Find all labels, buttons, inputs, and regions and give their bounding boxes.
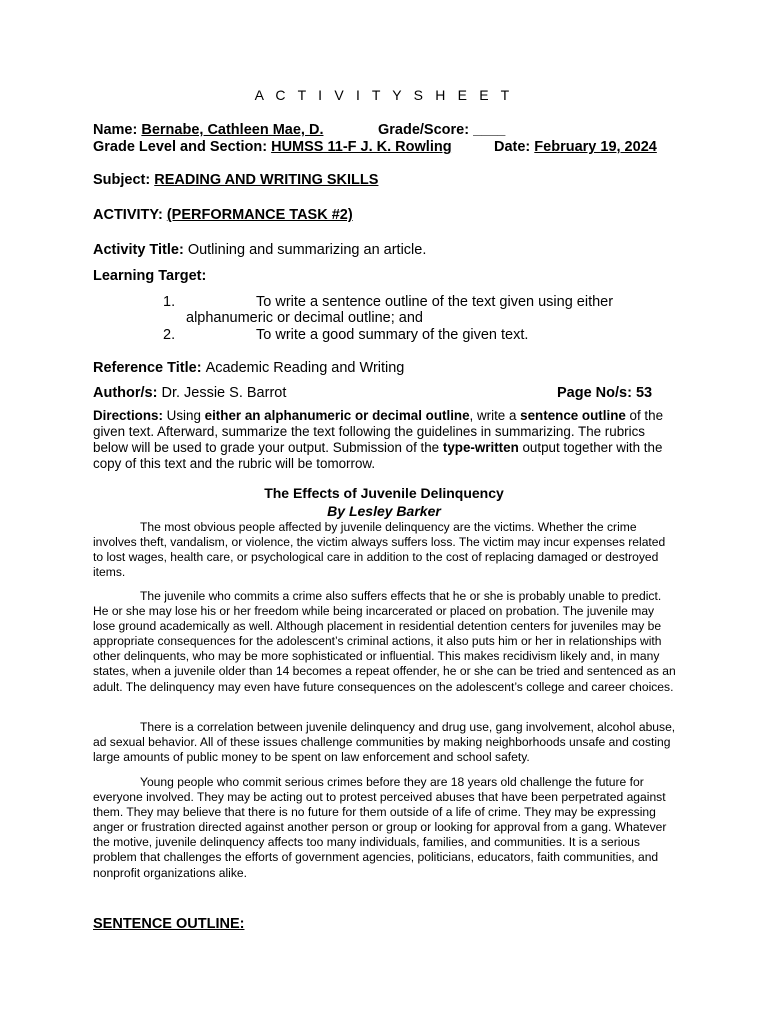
subject-label: Subject: xyxy=(93,172,151,188)
target-item-2-num: 2. xyxy=(163,327,176,343)
target-item-1-line2: alphanumeric or decimal outline; and xyxy=(186,310,423,326)
paragraph-text: There is a correlation between juvenile delinquency and drug use, gang involvement, alcohol abuse, ad sexual behavior. All of these issues challenge communities by making neighborhoods unsafe and costing large amounts of public money to be spent on law enforcement and school safety. xyxy=(93,720,676,765)
subject-value: READING AND WRITING SKILLS xyxy=(154,172,379,188)
directions-bold-2: sentence outline xyxy=(520,408,626,423)
date-row xyxy=(494,139,657,156)
author-value: Dr. Jessie S. Barrot xyxy=(161,385,287,401)
learning-target-label: Learning Target: xyxy=(93,268,207,284)
article-paragraph-3 xyxy=(93,720,677,765)
author-label: Author/s: xyxy=(93,385,158,401)
grade-value: ____ xyxy=(473,122,506,138)
activity-title-row xyxy=(93,242,426,259)
activity-label: ACTIVITY: xyxy=(93,207,163,223)
reference-label: Reference Title: xyxy=(93,360,202,376)
directions-text-2: , write a xyxy=(469,408,521,423)
level-row xyxy=(93,139,452,156)
date-label: Date: xyxy=(494,139,531,155)
date-value: February 19, 2024 xyxy=(534,139,657,155)
target-item-2-line1: To write a good summary of the given text. xyxy=(256,327,529,343)
level-label: Grade Level and Section: xyxy=(93,139,268,155)
subject-row xyxy=(93,172,378,189)
target-item-1-num: 1. xyxy=(163,294,176,310)
activity-title-value: Outlining and summarizing an article. xyxy=(187,242,427,258)
directions xyxy=(93,408,683,472)
paragraph-text: The juvenile who commits a crime also suffers effects that he or she is probably unable to predict. He or she may lose his or her freedom while being incarcerated or placed on probation. The juvenile may lose ground academically as well. Although placement in residential detention centers for juveniles may be appropriate consequences for the adolescent’s criminal actions, it also puts him or her in relationships with other delinquents, who may be more sophisticated or influential. This makes recidivism likely and, in many states, when a juvenile older than 14 becomes a repeat offender, he or she can be tried and sentenced as an adult. The delinquency may even have future consequences on the adolescent’s college and career choices. xyxy=(93,589,676,694)
sheet-title: A C T I V I T Y S H E E T xyxy=(254,87,514,103)
name-row xyxy=(93,122,323,139)
directions-text-3: of the given text. Afterward, summarize the text following the guidelines in summarizing. The rubrics below will be used to grade your output. Submission of the xyxy=(93,408,664,455)
page-value: 53 xyxy=(635,385,653,401)
article-paragraph-4 xyxy=(93,775,677,881)
page-row xyxy=(557,385,652,402)
paragraph-text: The most obvious people affected by juvenile delinquency are the victims. Whether the crime involves theft, vandalism, or violence, the victim always suffers loss. The victim may incur expenses related to lost wages, health care, or psychological care in addition to the cost of replacing damaged or destroyed items. xyxy=(93,520,666,580)
article-paragraph-2 xyxy=(93,589,677,695)
article-paragraph-1 xyxy=(93,520,677,580)
name-value: Bernabe, Cathleen Mae, D. xyxy=(141,122,324,138)
grade-label: Grade/Score: xyxy=(378,122,470,138)
page-label: Page No/s: xyxy=(557,385,632,401)
directions-text-1: Using xyxy=(162,408,205,423)
article-title: The Effects of Juvenile Delinquency xyxy=(264,485,504,501)
directions-bold-3: type-written xyxy=(442,440,519,455)
sentence-outline-heading: SENTENCE OUTLINE: xyxy=(93,916,245,932)
reference-value: Academic Reading and Writing xyxy=(205,360,405,376)
paragraph-text: Young people who commit serious crimes before they are 18 years old challenge the future for everyone involved. They may be acting out to protest perceived abuses that have been perpetrated against them. They may believe that there is no future for them outside of a life of crime. They may be expressing anger or frustration directed against another person or group or looking for approval from a gang. Whatever the motive, juvenile delinquency affects too many individuals, families, and communities. It is a serious problem that challenges the efforts of government agencies, politicians, educators, faith communities, and nonprofit organizations alike. xyxy=(93,775,667,880)
directions-bold-1: either an alphanumeric or decimal outline xyxy=(204,408,470,423)
activity-value: (PERFORMANCE TASK #2) xyxy=(166,207,353,223)
author-row xyxy=(93,385,286,402)
level-value: HUMSS 11-F J. K. Rowling xyxy=(271,139,452,155)
directions-text-4: output together with the copy of this text and the rubric will be tomorrow. xyxy=(93,440,663,471)
activity-row xyxy=(93,207,353,224)
target-item-1-line1: To write a sentence outline of the text given using either xyxy=(256,294,614,310)
article-author: By Lesley Barker xyxy=(327,503,441,519)
grade-row xyxy=(378,122,505,139)
activity-title-label: Activity Title: xyxy=(93,242,184,258)
directions-label: Directions: xyxy=(93,408,163,423)
reference-row xyxy=(93,360,404,377)
name-label: Name: xyxy=(93,122,138,138)
